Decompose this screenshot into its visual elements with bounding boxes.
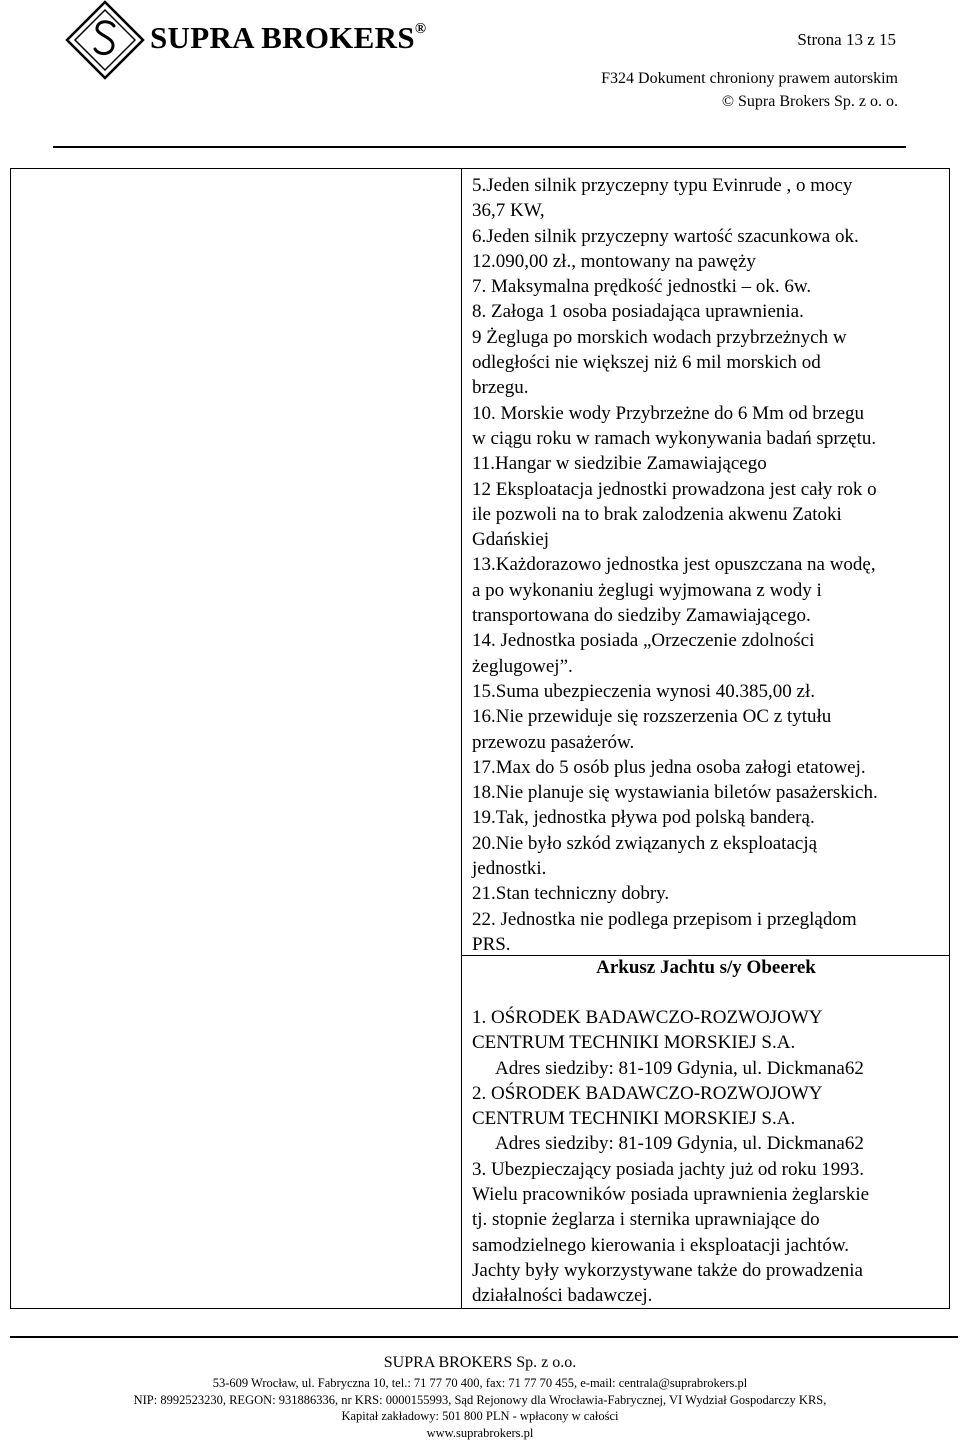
page-number: Strona 13 z 15 <box>797 30 896 49</box>
text-line: 12 Eksploatacja jednostki prowadzona jest cały rok o <box>472 478 877 500</box>
brand-name: SUPRA BROKERS® <box>150 20 427 55</box>
text-line: Wielu pracowników posiada uprawnienia żeglarskie <box>472 1184 870 1206</box>
text-line: 7. Maksymalna prędkość jednostki – ok. 6w. <box>472 276 812 298</box>
brand-logo-icon <box>64 0 146 82</box>
text-line: 22. Jednostka nie podlega przepisom i przeglądom <box>472 908 857 930</box>
text-line: odległości nie większej niż 6 mil morskich od <box>472 352 821 374</box>
header-divider <box>53 146 906 148</box>
footer-registry: NIP: 8992523230, REGON: 931886336, nr KRS: 0000155993, Sąd Rejonowy dla Wrocławia-Fabrycznej, VI Wydział Gospodarczy KRS, <box>133 1393 827 1407</box>
text-line: 17.Max do 5 osób plus jedna osoba załogi etatowej. <box>472 756 866 778</box>
text-line: 16.Nie przewiduje się rozszerzenia OC z tytułu <box>472 706 832 728</box>
text-line: 3. Ubezpieczający posiada jachty już od roku 1993. <box>472 1158 864 1180</box>
text-line: 36,7 KW, <box>472 200 545 222</box>
text-line: ile pozwoli na to brak zalodzenia akwenu Zatoki <box>472 503 842 525</box>
text-line: 12.090,00 zł., montowany na pawężу <box>472 250 756 272</box>
insured-details-cell <box>472 1005 946 1309</box>
text-line: 21.Stan techniczny dobry. <box>472 883 670 905</box>
text-line: 2. OŚRODEK BADAWCZO-ROZWOJOWY <box>472 1082 823 1104</box>
registered-mark: ® <box>414 20 427 37</box>
text-line: 10. Morskie wody Przybrzeżne do 6 Mm od brzegu <box>472 402 865 424</box>
text-line: PRS. <box>472 933 511 955</box>
text-line: transportowana do siedziby Zamawiającego. <box>472 605 811 627</box>
text-line: a po wykonaniu żeglugi wyjmowana z wody i <box>472 579 822 601</box>
text-line: Jachty były wykorzystywane także do prowadzenia <box>472 1259 863 1281</box>
text-line: 18.Nie planuje się wystawiania biletów pasażerskich. <box>472 782 878 804</box>
text-line: brzegu. <box>472 377 529 399</box>
text-line: samodzielnego kierowania i eksploatacji jachtów. <box>472 1234 850 1256</box>
text-line: 6.Jeden silnik przyczepny wartość szacunkowa ok. <box>472 225 859 247</box>
text-line: 8. Załoga 1 osoba posiadająca uprawnienia. <box>472 301 804 323</box>
vessel-details-cell <box>472 173 946 957</box>
footer-divider <box>10 1336 958 1338</box>
footer-capital: Kapitał zakładowy: 501 800 PLN - wpłacony w całości <box>341 1409 619 1423</box>
text-line: 9 Żegluga po morskich wodach przybrzeżnych w <box>472 326 847 348</box>
text-line: 20.Nie było szkód związanych z eksploatacją <box>472 832 818 854</box>
footer-address: 53-609 Wrocław, ul. Fabryczna 10, tel.: 71 77 70 400, fax: 71 77 70 455, e-mail: centrala@suprabrokers.pl <box>212 1376 748 1390</box>
copyright-notice: F324 Dokument chroniony prawem autorskim <box>601 70 898 87</box>
address-line: Adres siedziby: 81-109 Gdynia, ul. Dickmana62 <box>495 1057 864 1079</box>
text-line: tj. stopnie żeglarza i sternika uprawniające do <box>472 1209 820 1231</box>
text-line: CENTRUM TECHNIKI MORSKIEJ S.A. <box>472 1108 796 1130</box>
text-line: CENTRUM TECHNIKI MORSKIEJ S.A. <box>472 1032 796 1054</box>
text-line: 19.Tak, jednostka pływa pod polską banderą. <box>472 807 815 829</box>
text-line: działalności badawczej. <box>472 1285 653 1307</box>
text-line: Gdańskiej <box>472 529 550 551</box>
table-column-divider <box>461 168 462 1309</box>
yacht-sheet-title: Arkusz Jachtu s/y Obeerek <box>596 957 816 978</box>
footer-website: www.suprabrokers.pl <box>426 1426 534 1440</box>
text-line: żeglugowej”. <box>472 655 573 677</box>
address-line: Adres siedziby: 81-109 Gdynia, ul. Dickmana62 <box>495 1133 864 1155</box>
footer-company: SUPRA BROKERS Sp. z o.o. <box>383 1354 577 1371</box>
copyright-owner: © Supra Brokers Sp. z o. o. <box>721 93 898 110</box>
text-line: 1. OŚRODEK BADAWCZO-ROZWOJOWY <box>472 1007 823 1028</box>
text-line: 14. Jednostka posiada „Orzeczenie zdolności <box>472 630 815 652</box>
text-line: 11.Hangar w siedzibie Zamawiającego <box>472 453 767 475</box>
text-line: 13.Każdorazowo jednostka jest opuszczana na wodę, <box>472 554 876 576</box>
text-line: przewozu pasażerów. <box>472 731 635 753</box>
text-line: jednostki. <box>472 858 547 880</box>
text-line: 15.Suma ubezpieczenia wynosi 40.385,00 zł. <box>472 680 815 702</box>
text-line: w ciągu roku w ramach wykonywania badań sprzętu. <box>472 427 877 449</box>
text-line: 5.Jeden silnik przyczepny typu Evinrude , o mocy <box>472 175 853 196</box>
